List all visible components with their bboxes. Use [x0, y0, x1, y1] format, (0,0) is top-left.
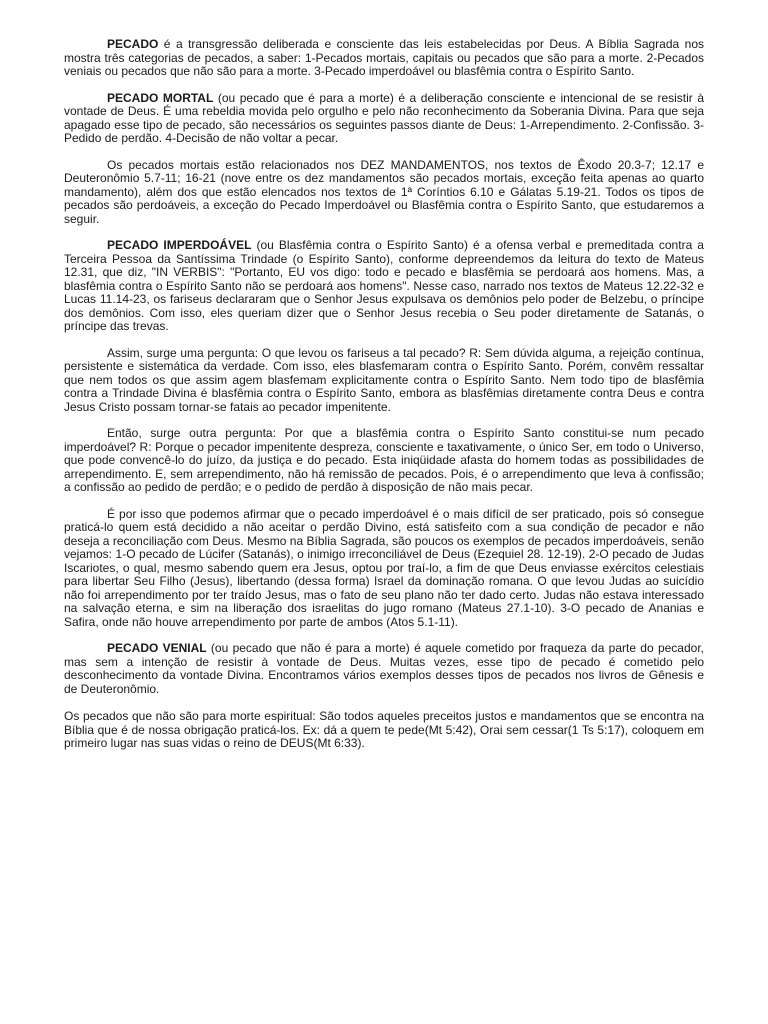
- paragraph-pecado-definition: [64, 38, 704, 79]
- paragraph-pecados-mortais-list: [64, 159, 704, 227]
- paragraph-text: Os pecados mortais estão relacionados nos DEZ MANDAMENTOS, nos textos de Êxodo 20.3-7; 12.17 e Deuteronômio 5.7-11; 16-21 (nove entre os dez mandamentos são pecados mortais, exceção feita apenas ao quarto mandamento), além dos que estão elencados nos textos de 1ª Coríntios 6.10 e Gálatas 5.19-21. Todos os tipos de pecados são perdoáveis, a exceção do Pecado Imperdoável ou Blasfêmia contra o Espírito Santo, que estudaremos a seguir.: [64, 157, 704, 226]
- paragraph-closing: Os pecados que não são para morte espiritual: São todos aqueles preceitos justos e mandamentos que se encontra na Bíblia que é de nossa obrigação praticá-los. Ex: dá a quem te pede(Mt 5:42), Orai sem cessar(1 Ts 5:17), coloquem em primeiro lugar nas suas vidas o reino de DEUS(Mt 6:33).: [64, 709, 704, 750]
- document-page: [64, 38, 704, 751]
- paragraph-text: (ou pecado que não é para a morte) é aquele cometido por fraqueza da parte do pecador, mas sem a intenção de resistir à vontade de Deus. Muitas vezes, esse tipo de pecado é cometido pelo desconhecimento da vontade Divina. Encontramos vários exemplos desses tipos de pecados nos livros de Gênesis e de Deuteronômio.: [64, 641, 704, 696]
- paragraph-first-question: [64, 347, 704, 415]
- paragraph-text: É por isso que podemos afirmar que o pecado imperdoável é o mais difícil de ser praticado, pois só consegue praticá-lo quem está decidido a não aceitar o perdão Divino, está satisfeito com a sua condição de pecador e não deseja a reconciliação com Deus. Mesmo na Bíblia Sagrada, são poucos os exemplos de pecados imperdoáveis, senão vejamos: 1-O pecado de Lúcifer (Satanás), o inimigo irreconciliável de Deus (Ezequiel 28. 12-19). 2-O pecado de Judas Iscariotes, o qual, mesmo sabendo quem era Jesus, optou por traí-lo, a fim de que Deus enviasse exércitos celestiais para libertar Seu Filho (Jesus), libertando (dessa forma) Israel da dominação romana. O que levou Judas ao suicídio não foi arrependimento por ter traído Jesus, mas o fato de seu plano não ter dado certo. Judas não estava interessado na salvação eterna, e sim na liberação dos israelitas do jugo romano (Mateus 27.1-10). 3-O pecado de Ananias e Safira, onde não houve arrependimento por parte de ambos (Atos 5.1-11).: [64, 506, 704, 629]
- term-pecado-venial: PECADO VENIAL: [107, 641, 207, 655]
- paragraph-text: é a transgressão deliberada e consciente das leis estabelecidas por Deus. A Bíblia Sagrada nos mostra três categorias de pecados, a saber: 1-Pecados mortais, capitais ou pecados que são para a morte. 2-Pecados veniais ou pecados que não são para a morte. 3-Pecado imperdoável ou blasfêmia contra o Espírito Santo.: [64, 37, 704, 78]
- paragraph-pecado-imperdoavel: [64, 239, 704, 334]
- paragraph-second-question: [64, 427, 704, 495]
- paragraph-text: (ou pecado que é para a morte) é a deliberação consciente e intencional de se resistir à vontade de Deus. É uma rebeldia movida pelo orgulho e pelo não reconhecimento da Soberania Divina. Para que seja apagado esse tipo de pecado, são necessários os seguintes passos diante de Deus: 1-Arrependimento. 2-Confissão. 3-Pedido de perdão. 4-Decisão de não voltar a pecar.: [64, 90, 704, 145]
- term-pecado: PECADO: [107, 37, 159, 51]
- paragraph-text: (ou Blasfêmia contra o Espírito Santo) é a ofensa verbal e premeditada contra a Terceira Pessoa da Santíssima Trindade (o Espírito Santo), conforme depreendemos da leitura do texto de Mateus 12.31, que diz, "IN VERBIS": "Portanto, EU vos digo: todo e pecado e blasfêmia se perdoará aos homens. Mas, a blasfêmia contra o Espírito Santo não se perdoará aos homens". Nesse caso, narrado nos textos de Mateus 12.22-32 e Lucas 11.14-23, os fariseus declararam que o Senhor Jesus expulsava os demônios pelo poder de Belzebu, o príncipe dos demônios. Com isso, eles queriam dizer que o Senhor Jesus recebia o Seu poder diretamente de Satanás, o príncipe das trevas.: [64, 238, 704, 333]
- term-pecado-mortal: PECADO MORTAL: [107, 90, 214, 105]
- paragraph-pecado-venial: [64, 642, 704, 696]
- term-pecado-imperdoavel: PECADO IMPERDOÁVEL: [107, 238, 252, 252]
- paragraph-examples: [64, 508, 704, 630]
- paragraph-text: Então, surge outra pergunta: Por que a blasfêmia contra o Espírito Santo constitui-se num pecado imperdoável? R: Porque o pecador impenitente despreza, consciente e taxativamente, o único Ser, em todo o Universo, que pode convencê-lo do juízo, da justiça e do pecado. Esta iniqüidade afasta do homem todas as possibilidades de arrependimento. E, sem arrependimento, não há remissão de pecados. Pois, é o arrependimento que leva à confissão; a confissão ao pedido de perdão; e o pedido de perdão à disposição de não mais pecar.: [64, 426, 704, 494]
- paragraph-text: Assim, surge uma pergunta: O que levou os fariseus a tal pecado? R: Sem dúvida alguma, a rejeição contínua, persistente e sistemática da verdade. Com isso, eles blasfemaram contra o Espírito Santo. Porém, convêm ressaltar que nem todos os que assim agem blasfemam explicitamente contra o Espírito Santo. Nem todo tipo de blasfêmia contra a Trindade Divina é blasfêmia contra o Espírito Santo, embora as blasfêmias diretamente contra Deus e contra Jesus Cristo possam tornar-se fatais ao pecador impenitente.: [64, 345, 704, 414]
- paragraph-pecado-mortal: [64, 92, 704, 146]
